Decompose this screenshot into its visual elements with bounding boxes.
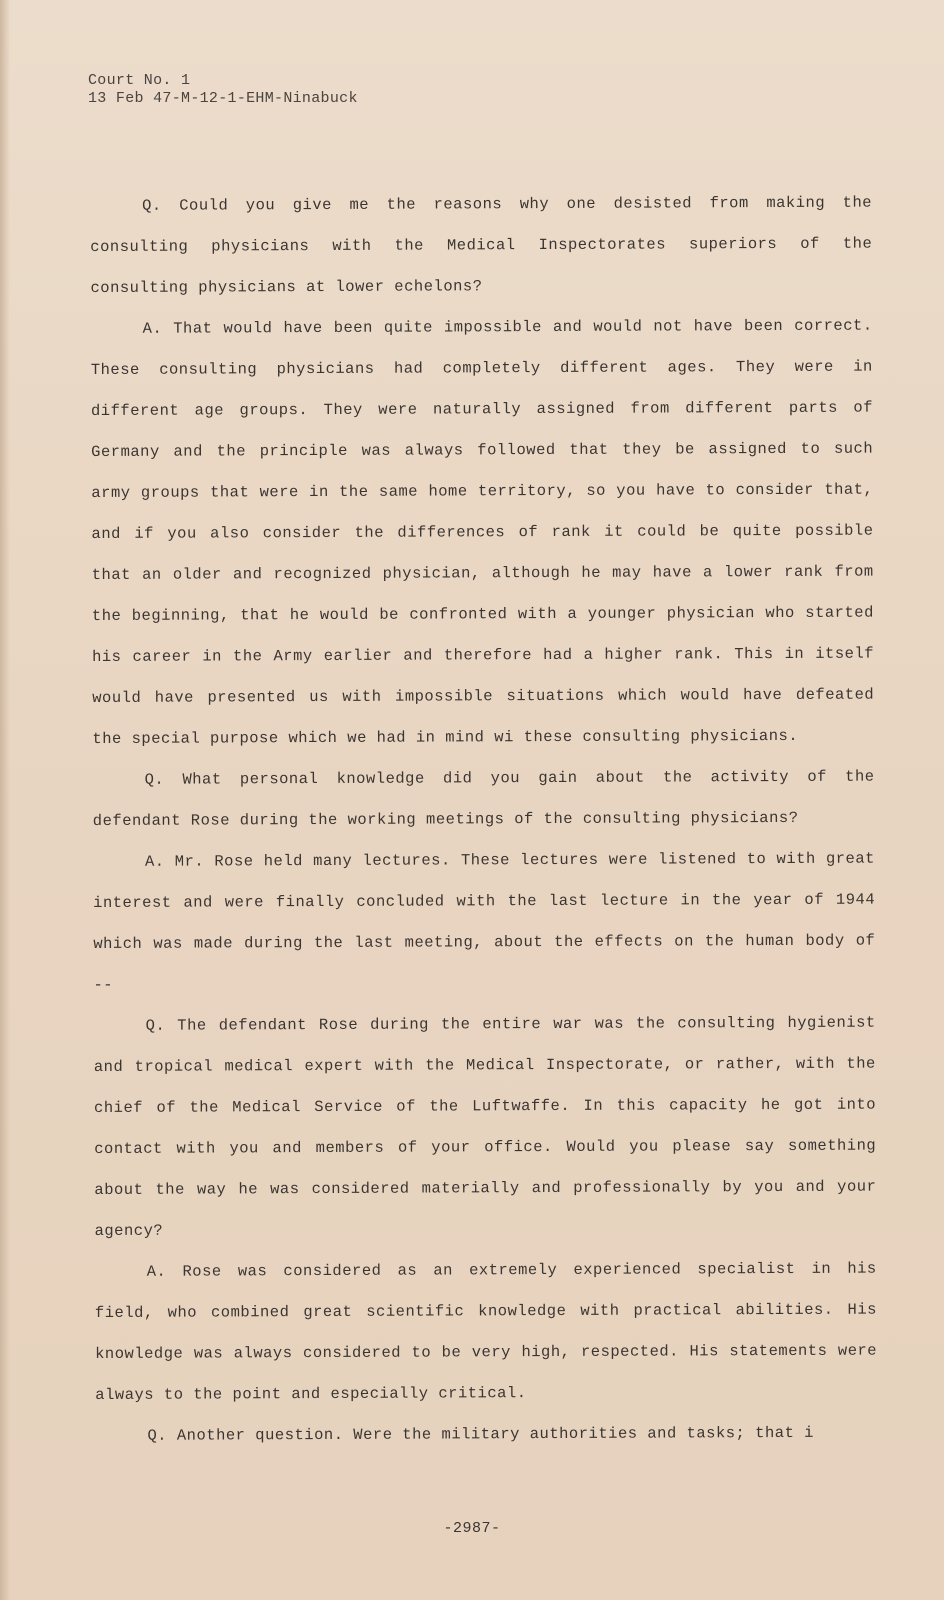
question-paragraph: Q. What personal knowledge did you gain about the activity of the defendant Rose during the working meetings of the consulting physicians?: [92, 767, 875, 830]
transcript-body: [90, 183, 878, 1457]
question-paragraph: Q. Another question. Were the military authorities and tasks; that i: [147, 1423, 815, 1445]
session-code: 13 Feb 47-M-12-1-EHM-Ninabuck: [88, 90, 358, 107]
question-paragraph: Q. The defendant Rose during the entire war was the consulting hygienist and tropical medical expert with the Medical Inspectorate, or rather, with the chief of the Medical Service of the Luftwaffe. In this capacity he got into contact with you and members of your office. Would you please say something about the way he was considered materially and professionally by you and your agency?: [93, 1013, 877, 1240]
document-header: [88, 72, 358, 108]
answer-paragraph: A. Rose was considered as an extremely experienced specialist in his field, who combined great scientific knowledge with practical abilities. His knowledge was always considered to be very high, respected. His statements were always to the point and especially critical.: [94, 1259, 878, 1404]
paper-edge: [0, 0, 10, 1600]
page-number: -2987-: [443, 1520, 501, 1537]
question-paragraph: Q. Could you give me the reasons why one desisted from making the consulting physicians with the Medical Inspectorates superiors of the consulting physicians at lower echelons?: [90, 193, 873, 297]
answer-paragraph: A. Mr. Rose held many lectures. These lectures were listened to with great interest and were finally concluded with the last lecture in the year of 1944 which was made during the last meeting, about the effects on the human body of --: [93, 849, 876, 994]
answer-paragraph: A. That would have been quite impossible and would not have been correct. These consulting physicians had completely different ages. They were in different age groups. They were naturally assigned from different parts of Germany and the principle was always followed that they be assigned to such army groups that were in the same home territory, so you have to consider that, and if you also consider the differences of rank it could be quite possible that an older and recognized physician, although he may have a lower rank from the beginning, that he would be confronted with a younger physician who started his career in the Army earlier and therefore had a higher rank. This in itself would have presented us with impossible situations which would have defeated the special purpose which we had in mind wi these consulting physicians.: [90, 316, 875, 748]
court-number: Court No. 1: [88, 72, 191, 89]
